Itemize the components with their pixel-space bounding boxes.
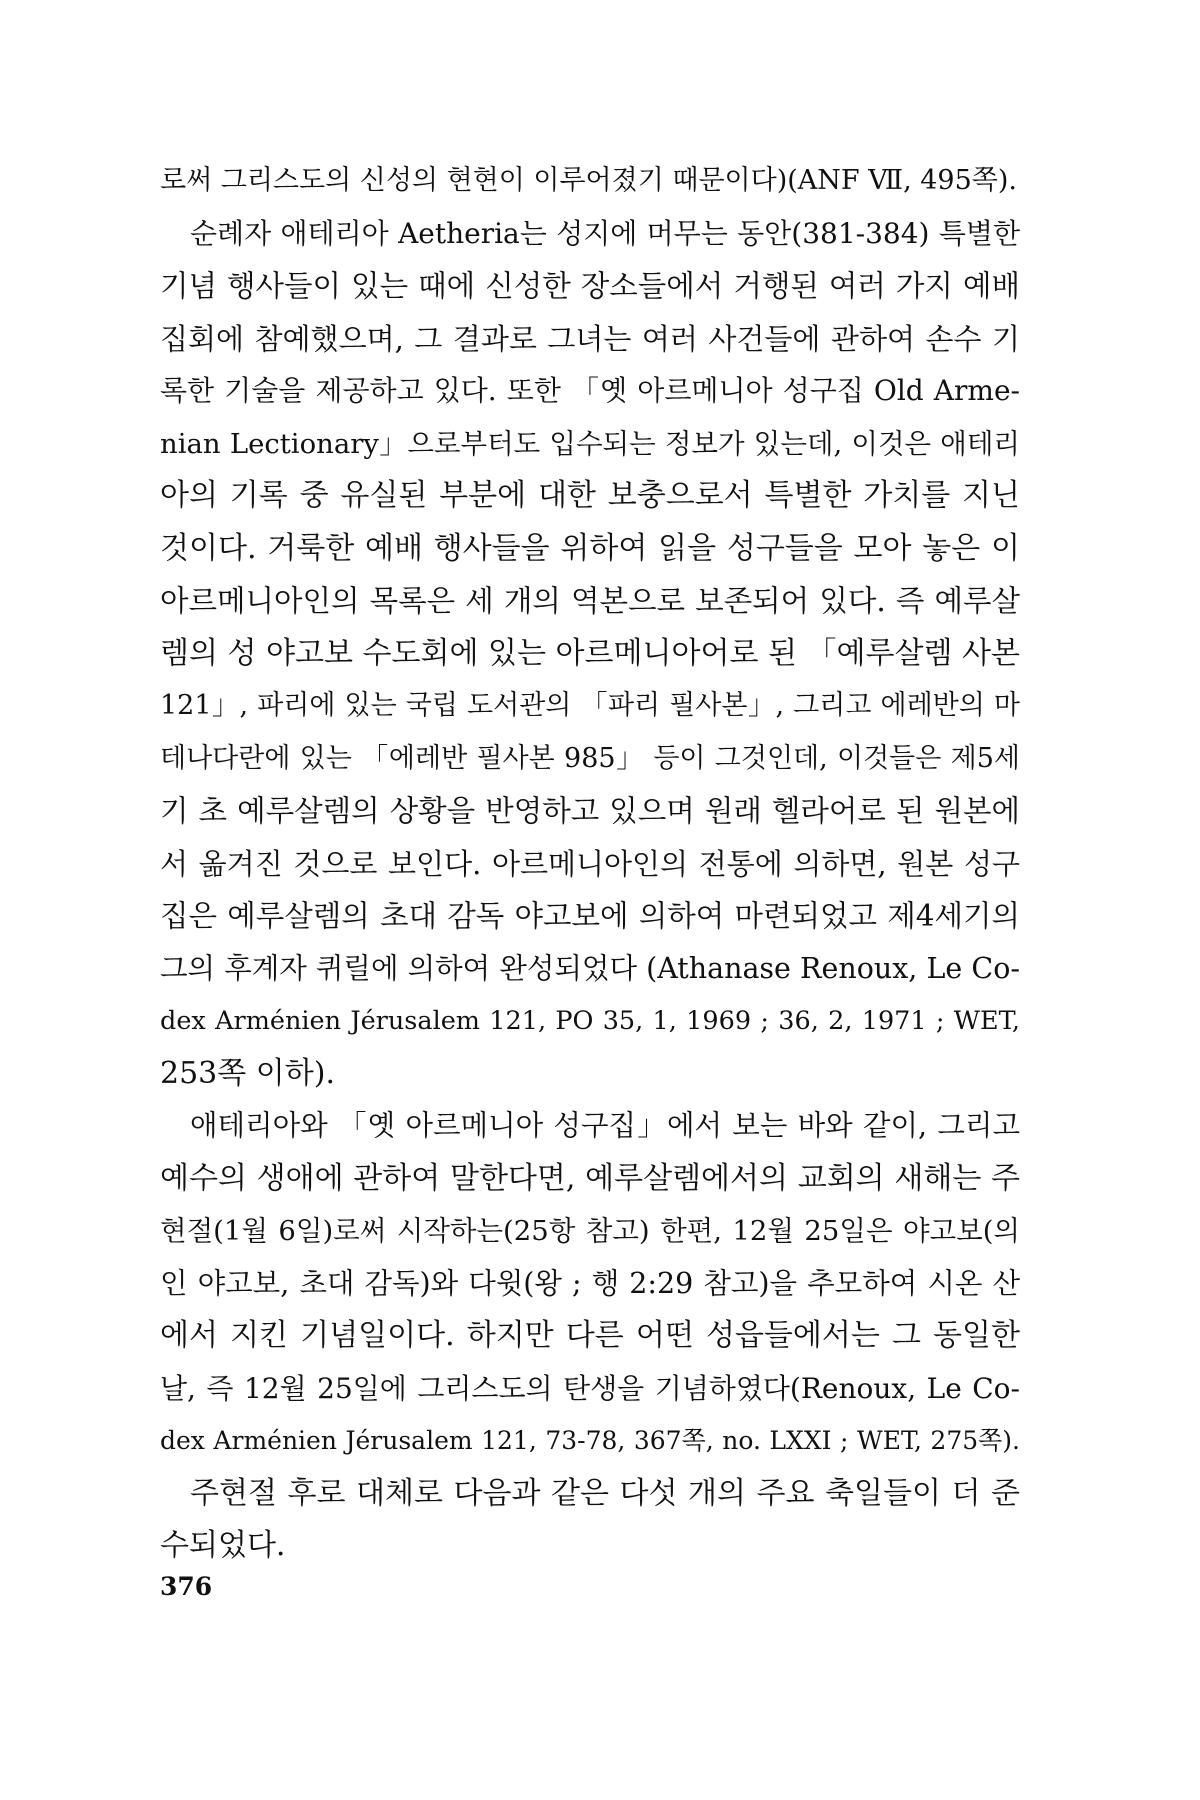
text-line: 집은 예루살렘의 초대 감독 야고보에 의하여 마련되었고 제4세기의 bbox=[160, 899, 1020, 933]
text-line: 아의 기록 중 유실된 부분에 대한 보충으로서 특별한 가치를 지닌 bbox=[160, 478, 1020, 513]
text-line: 집회에 참예했으며, 그 결과로 그녀는 여러 사건들에 관하여 손수 기 bbox=[160, 321, 1020, 356]
text-line: 록한 기술을 제공하고 있다. 또한 「옛 아르메니아 성구집 Old Arme- bbox=[160, 374, 1020, 407]
text-line: dex Arménien Jérusalem 121, 73-78, 367쪽, no. LXXI ; WET, 275쪽). bbox=[160, 1426, 1020, 1455]
text-line: 예수의 생애에 관하여 말한다면, 예루살렘에서의 교회의 새해는 주 bbox=[160, 1160, 1020, 1196]
paragraph-2 bbox=[160, 208, 1020, 1101]
paragraph-4 bbox=[160, 1468, 1020, 1573]
text-line: 에서 지킨 기념일이다. 하지만 다른 어떤 성읍들에서는 그 동일한 bbox=[160, 1318, 1020, 1353]
text-line: 현절(1월 6일)로써 시작하는(25항 참고) 한편, 12월 25일은 야고보(의 bbox=[160, 1215, 1020, 1247]
text-line: 테나다란에 있는 「에레반 필사본 985」 등이 그것인데, 이것들은 제5세 bbox=[160, 742, 1020, 774]
text-line: 순례자 애테리아 Aetheria는 성지에 머무는 동안(381-384) 특별한 bbox=[190, 216, 1020, 250]
text-line: 기 초 예루살렘의 상황을 반영하고 있으며 원래 헬라어로 된 원본에 bbox=[160, 794, 1020, 828]
text-line: 수되었다. bbox=[160, 1528, 286, 1563]
paragraph-3 bbox=[160, 1100, 1020, 1468]
text-line: 서 옮겨진 것으로 보인다. 아르메니아인의 전통에 의하면, 원본 성구 bbox=[160, 846, 1020, 881]
page-number: 376 bbox=[160, 1572, 213, 1601]
text-line: 아르메니아인의 목록은 세 개의 역본으로 보존되어 있다. 즉 예루살 bbox=[160, 584, 1020, 618]
body-text bbox=[160, 155, 1020, 1573]
text-line: 날, 즉 12월 25일에 그리스도의 탄생을 기념하였다(Renoux, Le Co- bbox=[160, 1371, 1020, 1405]
text-line: nian Lectionary」으로부터도 입수되는 정보가 있는데, 이것은 애테리 bbox=[160, 427, 1020, 460]
text-line: 것이다. 거룩한 예배 행사들을 위하여 읽을 성구들을 모아 놓은 이 bbox=[160, 530, 1020, 566]
text-line: 로써 그리스도의 신성의 현현이 이루어졌기 때문이다)(ANF Ⅶ, 495쪽). bbox=[160, 165, 1017, 196]
text-line: 그의 후계자 퀴릴에 의하여 완성되었다 (Athanase Renoux, Le Co- bbox=[160, 951, 1020, 985]
text-line: 기념 행사들이 있는 때에 신성한 장소들에서 거행된 여러 가지 예배 bbox=[160, 269, 1020, 303]
text-line: 렘의 성 야고보 수도회에 있는 아르메니아어로 된 「예루살렘 사본 bbox=[160, 635, 1020, 671]
text-line: 253쪽 이하). bbox=[160, 1055, 335, 1091]
text-line: 121」, 파리에 있는 국립 도서관의 「파리 필사본」, 그리고 에레반의 마 bbox=[160, 690, 1020, 721]
paragraph-1 bbox=[160, 155, 1020, 208]
text-line: dex Arménien Jérusalem 121, PO 35, 1, 1969 ; 36, 2, 1971 ; WET, bbox=[160, 1006, 1020, 1036]
text-line: 애테리아와 「옛 아르메니아 성구집」에서 보는 바와 같이, 그리고 bbox=[190, 1109, 1020, 1142]
text-line: 주현절 후로 대체로 다음과 같은 다섯 개의 주요 축일들이 더 준 bbox=[190, 1475, 1020, 1511]
text-line: 인 야고보, 초대 감독)와 다윗(왕 ; 행 2:29 참고)을 추모하여 시온 산 bbox=[160, 1266, 1020, 1300]
